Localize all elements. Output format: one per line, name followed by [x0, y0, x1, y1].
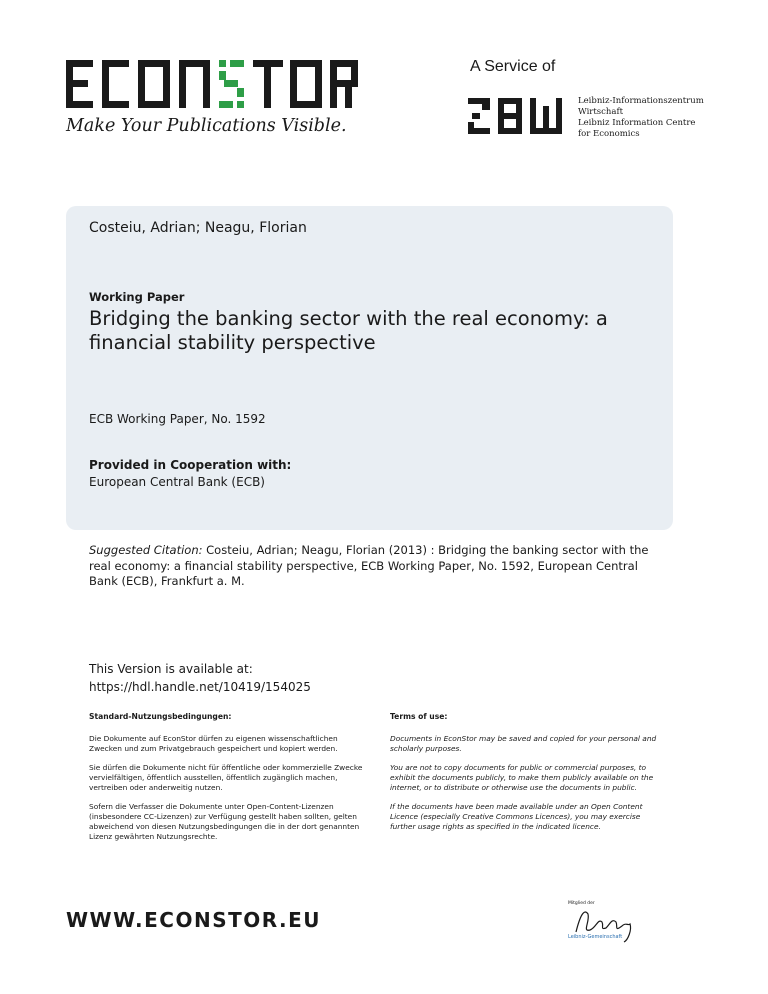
zbw-line: Leibniz Information Centre: [578, 118, 696, 128]
terms-english-paragraph: If the documents have been made available under an Open Content Licence (especially Creative Commons Licences), you may exercise further usage rights as specified in the indicated licence.: [390, 802, 643, 831]
suggested-citation: [89, 543, 669, 590]
provided-value: European Central Bank (ECB): [89, 475, 265, 489]
terms-english-heading: Terms of use:: [390, 712, 448, 721]
citation-text: Costeiu, Adrian; Neagu, Florian (2013) : Bridging the banking sector with the real economy: a financial stability perspective, ECB Working Paper, No. 1592, European Central Bank (ECB), Frankfurt a. M.: [89, 543, 649, 588]
econstor-logo: [66, 58, 358, 110]
terms-german-paragraph: Die Dokumente auf EconStor dürfen zu eigenen wissenschaftlichen Zwecken und zum Privatgebrauch gespeichert und kopiert werden.: [89, 734, 338, 753]
leibniz-association-logo: [566, 896, 646, 946]
tagline: Make Your Publications Visible.: [66, 116, 347, 136]
series-info: ECB Working Paper, No. 1592: [89, 412, 266, 426]
version-label: This Version is available at:: [89, 662, 253, 676]
terms-german-paragraph: Sie dürfen die Dokumente nicht für öffentliche oder kommerzielle Zwecke vervielfältigen, öffentlich ausstellen, öffentlich zugänglich machen, vertreiben oder anderweitig nutzen.: [89, 763, 363, 792]
terms-german-paragraph: Sofern die Verfasser die Dokumente unter Open-Content-Lizenzen (insbesondere CC-Lizenzen) zur Verfügung gestellt haben sollten, gelten abweichend von diesen Nutzungsbedingungen die in der dort genannten Lizenz gewährten Nutzungsrechte.: [89, 802, 360, 841]
footer-website-link[interactable]: WWW.ECONSTOR.EU: [66, 908, 322, 932]
zbw-description: [578, 96, 704, 140]
badge-top-text: Mitglied der: [568, 901, 595, 906]
zbw-logo: [468, 98, 564, 134]
zbw-line: Wirtschaft: [578, 107, 624, 117]
handle-link[interactable]: https://hdl.handle.net/10419/154025: [89, 680, 311, 694]
badge-bottom-text: Leibniz-Gemeinschaft: [568, 934, 623, 940]
zbw-line: for Economics: [578, 129, 640, 139]
authors: Costeiu, Adrian; Neagu, Florian: [89, 220, 307, 236]
terms-german: [89, 712, 364, 851]
citation-label: Suggested Citation:: [89, 543, 203, 557]
provided-label: Provided in Cooperation with:: [89, 458, 292, 472]
service-of-label: A Service of: [470, 58, 556, 75]
terms-german-heading: Standard-Nutzungsbedingungen:: [89, 712, 232, 721]
terms-english-paragraph: Documents in EconStor may be saved and copied for your personal and scholarly purposes.: [390, 734, 657, 753]
document-title: Bridging the banking sector with the real economy: a financial stability perspective: [89, 307, 608, 354]
zbw-line: Leibniz-Informationszentrum: [578, 96, 704, 106]
terms-english-paragraph: You are not to copy documents for public or commercial purposes, to exhibit the documents publicly, to make them publicly available on the internet, or to distribute or otherwise use the documents in public.: [390, 763, 654, 792]
terms-english: [390, 712, 658, 841]
document-type: Working Paper: [89, 290, 185, 304]
